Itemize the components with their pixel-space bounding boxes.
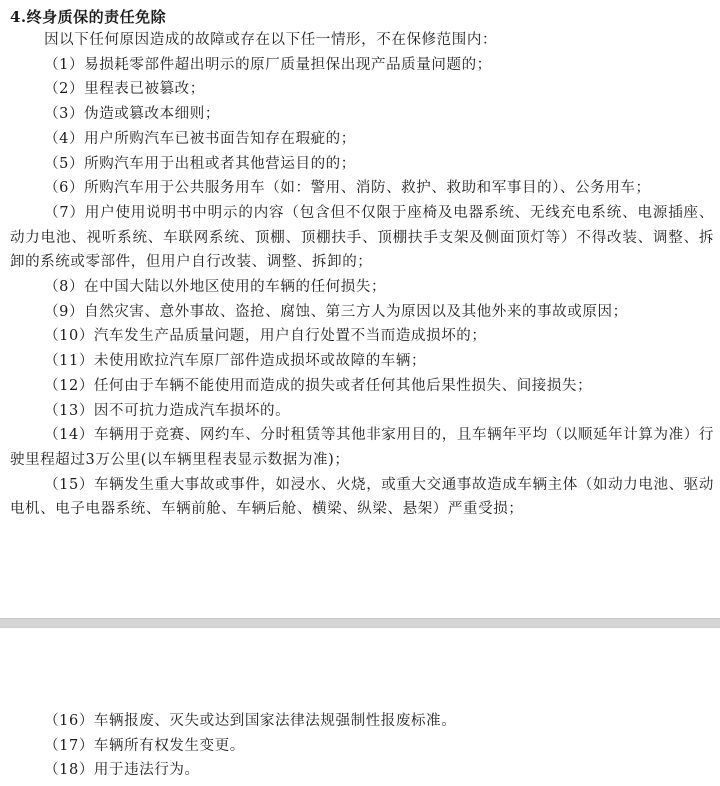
- list-item: （5）所购汽车用于出租或者其他营运目的的；: [44, 155, 356, 172]
- page-1-text: [10, 28, 714, 522]
- list-item: （15）车辆发生重大事故或事件，如浸水、火烧，或重大交通事故造成车辆主体（如动力电池、驱动电机、电子电器系统、车辆前舱、车辆后舱、横梁、纵梁、悬架）严重受损；: [10, 476, 714, 518]
- list-item: （16）车辆报废、灭失或达到国家法律法规强制性报废标准。: [44, 713, 457, 729]
- list-item: （2）里程表已被篡改；: [44, 81, 205, 98]
- list-item: （10）汽车发生产品质量问题，用户自行处置不当而造成损坏的；: [44, 328, 487, 345]
- list-item: （14）车辆用于竞赛、网约车、分时租赁等其他非家用目的，且车辆年平均（以顺延年计算为准）行驶里程超过3万公里(以车辆里程表显示数据为准)；: [10, 427, 714, 468]
- list-item: （12）任何由于车辆不能使用而造成的损失或者任何其他后果性损失、间接损失；: [44, 377, 593, 394]
- list-item: （13）因不可抗力造成汽车损坏的。: [44, 402, 291, 419]
- list-item: （3）伪造或篡改本细则；: [44, 106, 220, 123]
- list-item: （1）易损耗零部件超出明示的原厂质量担保出现产品质量问题的；: [44, 56, 492, 73]
- list-item: （18）用于违法行为。: [44, 762, 200, 779]
- intro-paragraph: 因以下任何原因造成的故障或存在以下任一情形，不在保修范围内：: [44, 32, 498, 48]
- page-separator: [0, 618, 720, 628]
- list-item: （4）用户所购汽车已被书面告知存在瑕疵的；: [44, 130, 356, 147]
- page-2-text: [10, 709, 714, 783]
- list-item: （8）在中国大陆以外地区使用的车辆的任何损失；: [44, 279, 387, 296]
- section-heading: 4.终身质保的责任免除: [10, 8, 167, 26]
- list-item: （7）用户使用说明书中明示的内容（包含但不仅限于座椅及电器系统、无线充电系统、电源插座、动力电池、视听系统、车联网系统、顶棚、顶棚扶手、顶棚扶手支架及侧面顶灯等）不得改装、调整、拆卸的系统或零部件，但用户自行改装、调整、拆卸的；: [10, 204, 714, 271]
- list-item: （17）车辆所有权发生变更。: [44, 737, 245, 754]
- list-item: （6）所购汽车用于公共服务用车（如：警用、消防、救护、救助和军事目的）、公务用车；: [44, 180, 651, 197]
- list-item: （11）未使用欧拉汽车原厂部件造成损坏或故障的车辆；: [44, 353, 427, 370]
- list-item: （9）自然灾害、意外事故、盗抢、腐蚀、第三方人为原因以及其他外来的事故或原因；: [44, 303, 628, 320]
- page-2: [0, 628, 720, 786]
